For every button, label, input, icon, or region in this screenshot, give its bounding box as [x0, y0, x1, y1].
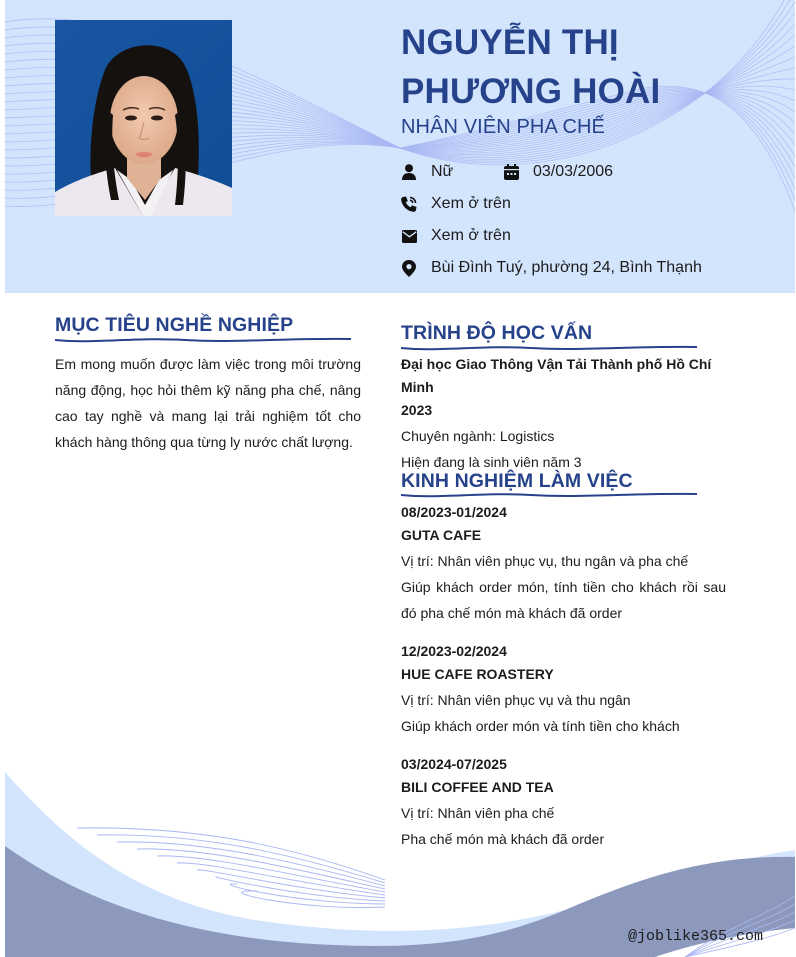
calendar-icon — [503, 164, 519, 180]
experience-description: Pha chế món mà khách đã order — [401, 831, 605, 847]
experience-underline — [401, 490, 697, 500]
phone-value: Xem ở trên — [431, 195, 511, 212]
footer-wave-line — [77, 828, 385, 880]
phone-icon — [401, 196, 417, 212]
gender-value: Nữ — [431, 163, 454, 180]
footer-wave-line — [242, 891, 385, 908]
objective-title: MỤC TIÊU NGHỀ NGHIỆP — [55, 314, 294, 336]
job-title: NHÂN VIÊN PHA CHẾ — [401, 116, 605, 138]
email-row — [401, 226, 511, 246]
experience-period: 12/2023-02/2024 — [401, 643, 507, 659]
experience-description: Giúp khách order món và tính tiền cho khách — [401, 718, 680, 734]
footer-wave-line — [157, 856, 385, 892]
header-banner — [5, 0, 795, 293]
education-major: Chuyên ngành: Logistics — [401, 428, 555, 444]
map-pin-icon — [401, 260, 417, 276]
school-name: Đại học Giao Thông Vận Tải Thành phố Hồ Chí Minh — [401, 356, 712, 395]
objective-underline — [55, 335, 351, 345]
experience-company: GUTA CAFE — [401, 527, 482, 543]
education-underline — [401, 343, 697, 353]
email-value: Xem ở trên — [431, 227, 511, 244]
resume-page — [5, 0, 795, 957]
user-icon — [401, 164, 417, 180]
footer-wave-line — [216, 877, 385, 901]
experience-item — [401, 640, 726, 739]
experience-position: Vị trí: Nhân viên pha chế — [401, 805, 555, 821]
objective-text: Em mong muốn được làm việc trong môi trường năng động, học hỏi thêm kỹ năng pha chế, nâng cao tay nghề và mang lại trải nghiệm tốt cho khách hàng thông qua từng ly nước chất lượng. — [55, 356, 361, 450]
education-title: TRÌNH ĐỘ HỌC VẤN — [401, 322, 593, 344]
phone-row — [401, 194, 511, 214]
experience-period: 08/2023-01/2024 — [401, 504, 507, 520]
profile-photo — [55, 20, 232, 216]
experience-position: Vị trí: Nhân viên phục vụ, thu ngân và pha chế — [401, 553, 689, 569]
birthday-row — [503, 162, 613, 182]
education-block — [401, 353, 726, 475]
footer-wave-line — [137, 849, 385, 889]
envelope-icon — [401, 228, 417, 244]
experience-item — [401, 501, 726, 626]
experience-description: Giúp khách order món, tính tiền cho khách rồi sau đó pha chế món mà khách đã order — [401, 579, 726, 621]
education-status: Hiện đang là sinh viên năm 3 — [401, 454, 582, 470]
experience-company: HUE CAFE ROASTERY — [401, 666, 554, 682]
watermark: @joblike365.com — [628, 928, 764, 945]
name-line-1: NGUYỄN THỊ — [401, 23, 619, 62]
name-line-2: PHƯƠNG HOÀI — [401, 72, 661, 111]
experience-position: Vị trí: Nhân viên phục vụ và thu ngân — [401, 692, 631, 708]
experience-company: BILI COFFEE AND TEA — [401, 779, 554, 795]
education-year: 2023 — [401, 402, 433, 418]
birthday-value: 03/03/2006 — [533, 163, 614, 180]
gender-row — [401, 162, 453, 182]
candidate-name — [401, 18, 781, 116]
address-value: Bùi Đình Tuý, phường 24, Bình Thạnh — [431, 259, 702, 276]
experience-period: 03/2024-07/2025 — [401, 756, 507, 772]
experience-title: KINH NGHIỆM LÀM VIỆC — [401, 470, 633, 492]
address-row — [401, 258, 702, 278]
